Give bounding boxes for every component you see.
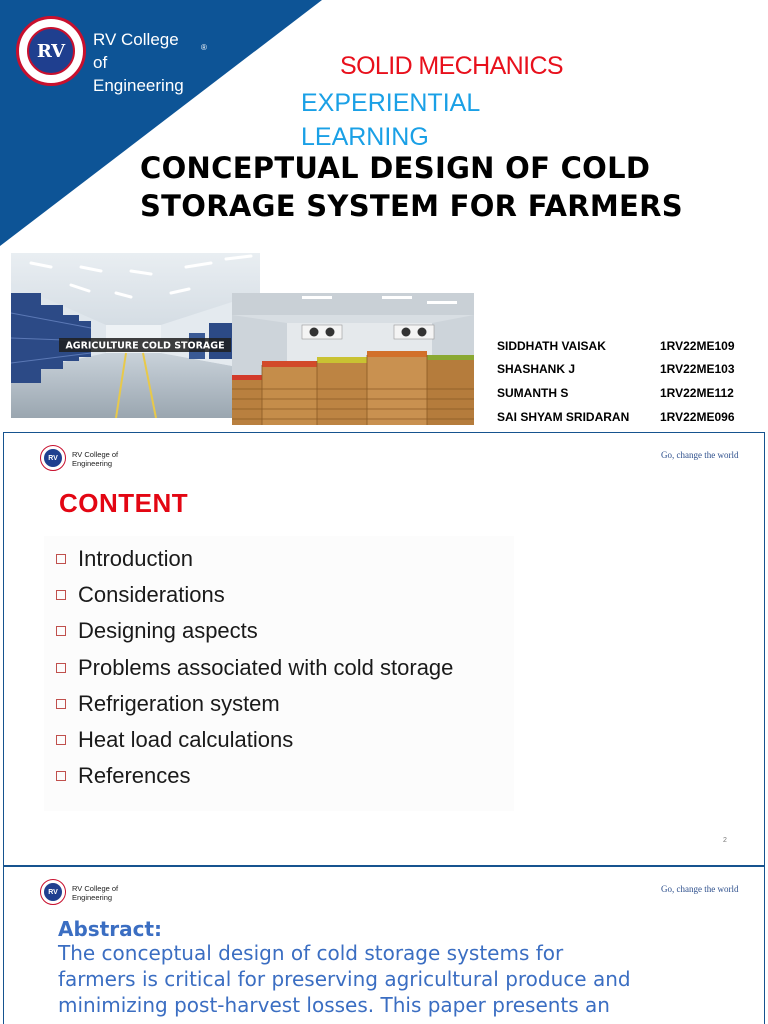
cold-room-photo xyxy=(232,293,474,425)
evaporator-unit-left xyxy=(302,325,342,339)
header-logo xyxy=(40,879,66,905)
header-college-line: Engineering xyxy=(72,459,113,468)
square-bullet-icon xyxy=(56,590,66,600)
abstract-body xyxy=(58,940,758,1018)
college-logo-emblem: RV xyxy=(27,27,75,75)
project-title-line: CONCEPTUAL DESIGN OF COLD xyxy=(140,151,651,185)
student-usn: 1RV22ME112 xyxy=(660,385,734,400)
student-list xyxy=(497,334,750,428)
student-name: SHASHANK J xyxy=(497,362,576,377)
evaporator-unit-right xyxy=(394,325,434,339)
content-heading: CONTENT xyxy=(59,488,189,518)
header-college-line: RV College of xyxy=(72,450,119,459)
square-bullet-icon xyxy=(56,554,66,564)
warehouse-caption: AGRICULTURE COLD STORAGE xyxy=(65,340,225,352)
toc-item-label: References xyxy=(78,763,191,789)
abstract-line: minimizing post-harvest losses. This paper presents an xyxy=(58,993,610,1017)
content-slide xyxy=(3,432,765,866)
student-usn: 1RV22ME109 xyxy=(660,338,735,353)
student-row xyxy=(497,334,750,358)
header-logo-emblem: RV xyxy=(44,449,62,467)
header-logo xyxy=(40,445,66,471)
college-logo xyxy=(16,16,86,86)
toc-item-label: Introduction xyxy=(78,546,193,572)
toc-item-label: Designing aspects xyxy=(78,618,258,644)
page-number: 2 xyxy=(723,837,727,844)
square-bullet-icon xyxy=(56,699,66,709)
project-title-line: STORAGE SYSTEM FOR FARMERS xyxy=(140,189,683,223)
project-title xyxy=(140,149,683,225)
crate-stacks xyxy=(232,351,474,425)
subject-title: SOLID MECHANICS xyxy=(340,52,563,80)
student-row xyxy=(497,358,750,382)
square-bullet-icon xyxy=(56,663,66,673)
experiential-line: LEARNING xyxy=(301,123,429,151)
header-logo-emblem: RV xyxy=(44,883,62,901)
experiential-line: EXPERIENTIAL xyxy=(301,89,481,117)
square-bullet-icon xyxy=(56,771,66,781)
college-line: of xyxy=(93,53,108,72)
header-tagline: Go, change the world xyxy=(661,450,739,460)
abstract-line: farmers is critical for preserving agricultural produce and xyxy=(58,967,631,991)
college-line: RV College xyxy=(93,30,179,49)
toc-list xyxy=(56,541,453,794)
student-row xyxy=(497,381,750,405)
toc-item-label: Considerations xyxy=(78,582,225,608)
college-name xyxy=(93,28,184,97)
header-college-name xyxy=(72,450,118,468)
header-tagline: Go, change the world xyxy=(661,884,739,894)
square-bullet-icon xyxy=(56,626,66,636)
student-usn: 1RV22ME103 xyxy=(660,362,735,377)
toc-item-label: Heat load calculations xyxy=(78,727,294,753)
toc-item xyxy=(56,577,453,613)
toc-item xyxy=(56,541,453,577)
toc-item xyxy=(56,686,453,722)
registered-mark: ® xyxy=(201,43,207,52)
header-college-line: RV College of xyxy=(72,884,119,893)
student-row xyxy=(497,405,750,429)
student-name: SUMANTH S xyxy=(497,385,569,400)
header-college-line: Engineering xyxy=(72,893,113,902)
title-slide xyxy=(0,0,768,432)
abstract-line: The conceptual design of cold storage systems for xyxy=(58,941,564,965)
toc-item xyxy=(56,758,453,794)
toc-item xyxy=(56,722,453,758)
experiential-learning xyxy=(301,86,480,154)
abstract-slide xyxy=(3,866,765,1024)
toc-item xyxy=(56,650,453,686)
toc-item xyxy=(56,613,453,649)
student-name: SAI SHYAM SRIDARAN xyxy=(497,409,630,424)
abstract-heading: Abstract: xyxy=(58,917,163,941)
toc-item-label: Refrigeration system xyxy=(78,690,280,716)
header-college-name xyxy=(72,884,118,902)
warehouse-photo xyxy=(11,253,260,418)
student-usn: 1RV22ME096 xyxy=(660,409,735,424)
student-name: SIDDHATH VAISAK xyxy=(497,338,606,353)
college-line: Engineering xyxy=(93,76,184,95)
square-bullet-icon xyxy=(56,735,66,745)
toc-item-label: Problems associated with cold storage xyxy=(78,654,454,680)
